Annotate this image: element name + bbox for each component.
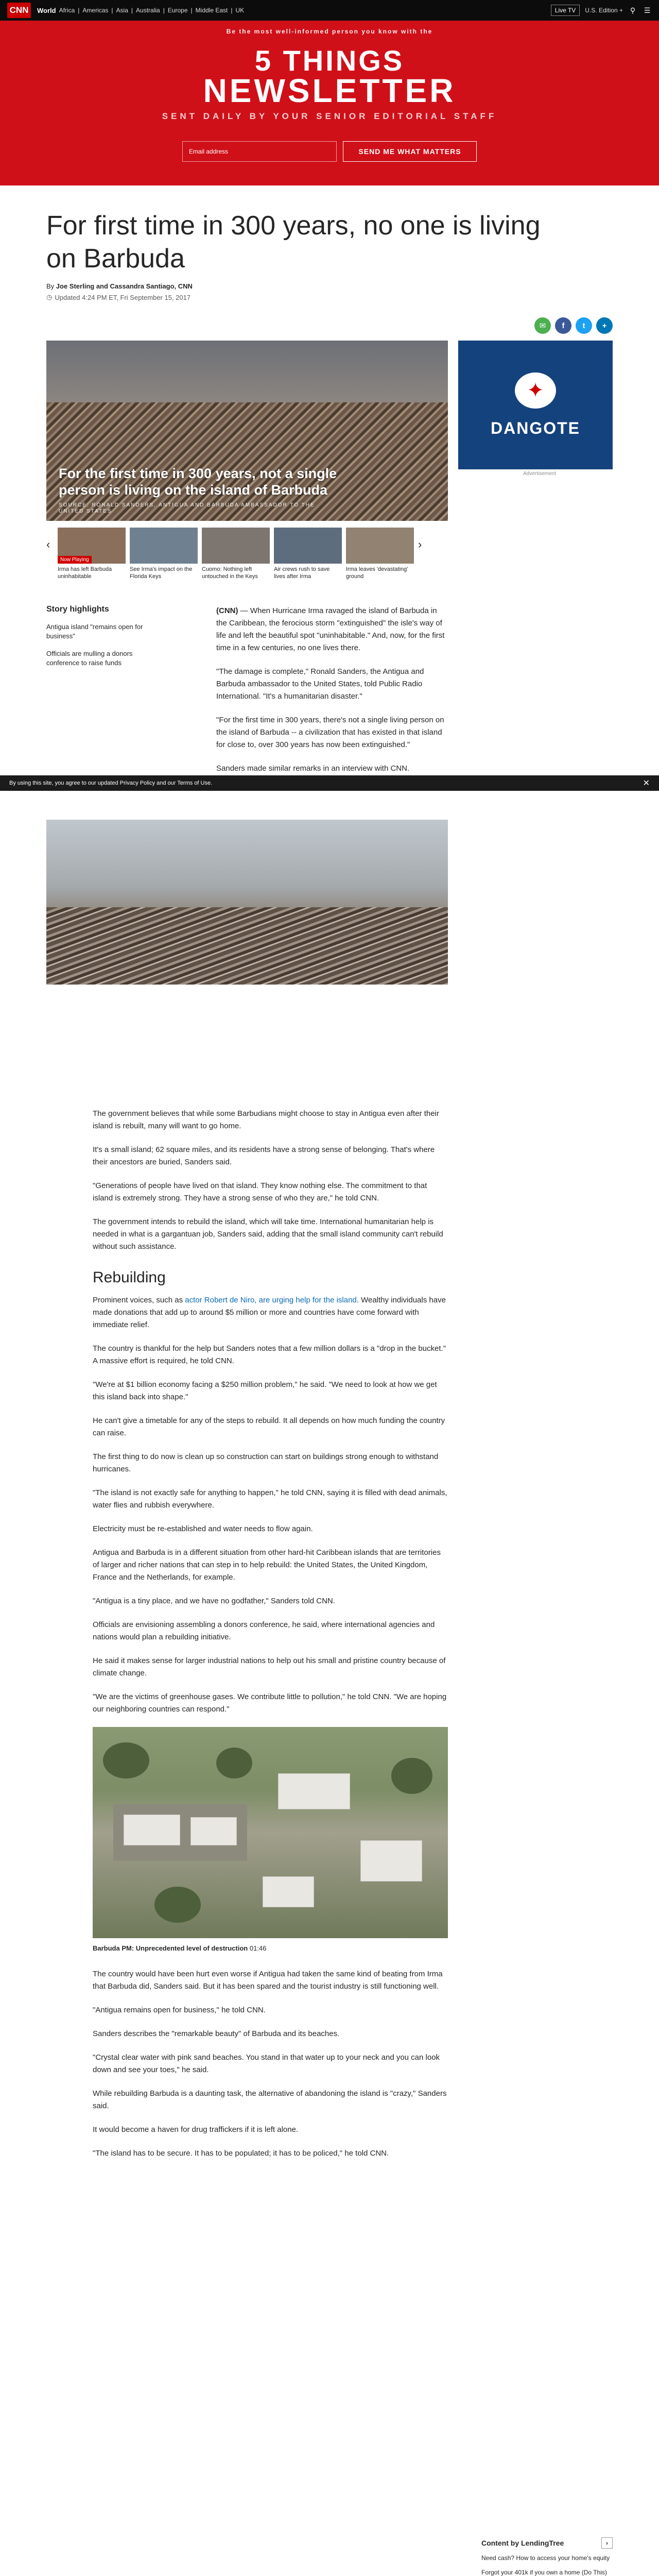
- paragraph: The government intends to rebuild the island, which will take time. International humanitarian help is needed in what is a gargantuan job, Sanders said, adding that the small island community can't rebuild without such assistance.: [93, 1217, 443, 1251]
- updated-text: Updated 4:24 PM ET, Fri September 15, 2017: [55, 293, 191, 301]
- paragraph: Antigua and Barbuda is in a different situation from other hard-hit Caribbean islands that are territories of larger and richer nations that can step in to help rebuild: the United States, the United Kingdom, France and the Netherlands, for example.: [93, 1548, 441, 1582]
- search-icon[interactable]: ⚲: [630, 6, 636, 14]
- nav-region[interactable]: UK: [235, 7, 245, 14]
- paragraph: Sanders describes the "remarkable beauty" of Barbuda and its beaches.: [93, 2029, 340, 2038]
- close-icon[interactable]: ✕: [643, 779, 650, 788]
- paragraph: Electricity must be re-established and water needs to flow again.: [93, 1524, 313, 1533]
- chevron-right-icon[interactable]: ›: [418, 538, 422, 551]
- video-overlay-title: For the first time in 300 years, not a single person is living on the island of Barbuda: [59, 466, 337, 498]
- paragraph: "Antigua is a tiny place, and we have no godfather," Sanders told CNN.: [93, 1597, 335, 1605]
- carousel-item[interactable]: [274, 528, 342, 580]
- more-share-icon[interactable]: +: [596, 317, 613, 334]
- de-niro-link[interactable]: actor Robert de Niro, are urging help for the island: [185, 1296, 357, 1304]
- send-me-what-matters-button[interactable]: SEND ME WHAT MATTERS: [343, 141, 477, 162]
- nav-region[interactable]: Europe: [167, 7, 188, 14]
- nav-region[interactable]: Americas: [82, 7, 109, 14]
- carousel-caption: Irma has left Barbuda uninhabitable: [58, 566, 112, 580]
- chevron-right-icon[interactable]: ›: [601, 2537, 613, 2549]
- video-player[interactable]: [46, 341, 448, 521]
- carousel-caption: See Irma's impact on the Florida Keys: [130, 566, 193, 580]
- aerial-video-player[interactable]: [93, 1727, 448, 1938]
- cookie-notice-text: By using this site, you agree to our updated Privacy Policy and our Terms of Use.: [9, 780, 213, 786]
- carousel-item[interactable]: [58, 528, 126, 580]
- clock-icon: ◷: [46, 293, 53, 301]
- article-headline: For first time in 300 years, no one is living on Barbuda: [46, 211, 541, 274]
- paragraph: The country is thankful for the help but Sanders notes that a few million dollars is a "drop in the bucket." A massive effort is required, he told CNN.: [93, 1344, 446, 1365]
- menu-icon[interactable]: ☰: [644, 6, 651, 14]
- paragraph: The first thing to do now is clean up so construction can start on buildings strong enough to withstand hurricanes.: [93, 1452, 439, 1473]
- cnn-logo[interactable]: CNN: [7, 3, 31, 18]
- paid-link[interactable]: Need cash? How to access your home's equity: [481, 2554, 610, 2562]
- carousel-thumb: [58, 528, 126, 564]
- advertisement-label: Advertisement: [523, 471, 556, 477]
- paragraph: It's a small island; 62 square miles, and its residents have a strong sense of belonging. That's where their ancestors are buried, Sanders said.: [93, 1145, 435, 1166]
- section-heading-rebuilding: Rebuilding: [93, 1269, 166, 1286]
- email-field[interactable]: Email address: [182, 141, 337, 162]
- nav-region[interactable]: Africa: [59, 7, 75, 14]
- paid-link[interactable]: Forgot your 401k if you own a home (Do This): [481, 2569, 607, 2576]
- article-body-intro: [216, 605, 448, 786]
- newsletter-title-line2: NEWSLETTER: [203, 72, 456, 109]
- dangote-ad[interactable]: [458, 341, 613, 469]
- email-share-icon[interactable]: ✉: [534, 317, 551, 334]
- highlight-item: Antigua island "remains open for business": [46, 623, 143, 640]
- nav-world[interactable]: World: [37, 6, 56, 14]
- ad-brand: DANGOTE: [491, 418, 580, 437]
- carousel-thumb: [130, 528, 198, 564]
- byline-authors[interactable]: Joe Sterling and Cassandra Santiago, CNN: [56, 282, 193, 290]
- live-tv-button[interactable]: Live TV: [551, 5, 580, 16]
- paragraph: Sanders made similar remarks in an interview with CNN.: [216, 764, 410, 773]
- byline: [46, 282, 613, 290]
- paragraph: "We are the victims of greenhouse gases. We contribute little to pollution," he told CNN. "We are hoping our neighboring countries can respond.": [93, 1692, 447, 1714]
- newsletter-tagline: Be the most well-informed person you know with the: [226, 28, 433, 35]
- paragraph: He said it makes sense for larger industrial nations to help out his small and pristine country because of climate change.: [93, 1656, 446, 1677]
- paragraph: He can't give a timetable for any of the steps to rebuild. It all depends on how much funding the country can raise.: [93, 1416, 445, 1437]
- lendingtree-header: Content by LendingTree ›: [481, 2537, 613, 2549]
- paragraph: "The island has to be secure. It has to be populated; it has to be policed," he told CNN.: [93, 2149, 389, 2158]
- paragraph: "The damage is complete," Ronald Sanders, the Antigua and Barbuda ambassador to the United States, told Public Radio International. "It's a humanitarian disaster.": [216, 667, 424, 701]
- paragraph: The government believes that while some Barbudians might choose to stay in Antigua even after their island is rebuilt, many will want to go home.: [93, 1109, 439, 1130]
- paragraph: "For the first time in 300 years, there's not a single living person on the island of Barbuda -- a civilization that has existed in that island for close to, over 300 years has now been extinguished.": [216, 716, 444, 749]
- byline-prefix: By: [46, 282, 55, 290]
- video-source: SOURCE: RONALD SANDERS, ANTIGUA AND BARBUDA AMBASSADOR TO THE UNITED STATES: [59, 502, 315, 514]
- nav-region[interactable]: Middle East: [195, 7, 228, 14]
- paragraph: "We're at $1 billion economy facing a $250 million problem," he said. "We need to look at how we get this island back into shape.": [93, 1380, 437, 1401]
- carousel-caption: Cuomo: Nothing left untouched in the Keys: [202, 566, 258, 580]
- share-bar: [534, 317, 613, 334]
- newsletter-form: [0, 141, 659, 162]
- edition-picker[interactable]: U.S. Edition +: [585, 7, 623, 14]
- nav-region[interactable]: Australia: [136, 7, 160, 14]
- paragraph: "Antigua remains open for business," he told CNN.: [93, 2006, 266, 2014]
- newsletter-subtitle: SENT DAILY BY YOUR SENIOR EDITORIAL STAFF: [162, 111, 497, 121]
- top-nav-bar: [0, 0, 659, 21]
- paragraph: While rebuilding Barbuda is a daunting task, the alternative of abandoning the island is "crazy," Sanders said.: [93, 2089, 447, 2110]
- facebook-icon[interactable]: f: [555, 317, 571, 334]
- highlight-item: Officials are mulling a donors conference to raise funds: [46, 650, 133, 667]
- carousel-caption: Irma leaves 'devastating' ground: [346, 566, 408, 580]
- now-playing-badge: Now Playing: [58, 556, 92, 564]
- newsletter-title-line1: 5 THINGS: [254, 44, 405, 77]
- region-nav: World Africa | Americas | Asia | Australia | Europe | Middle East | UK: [37, 6, 245, 14]
- carousel-item[interactable]: [202, 528, 270, 580]
- carousel-item[interactable]: [130, 528, 198, 580]
- nav-region[interactable]: Asia: [116, 7, 128, 14]
- newsletter-signup-banner: [0, 21, 659, 185]
- updated-timestamp: [46, 293, 613, 301]
- article-container: [46, 209, 613, 773]
- video-caption: Barbuda PM: Unprecedented level of destruction 01:46: [93, 1944, 267, 1952]
- paragraph: "The island is not exactly safe for anything to happen," he told CNN, saying it is filled with dead animals, water flies and rubbish everywhere.: [93, 1488, 447, 1510]
- topbar-right: [551, 5, 652, 16]
- destruction-photo: [46, 820, 448, 985]
- eagle-logo-icon: ✦: [515, 372, 556, 409]
- carousel-thumb: [202, 528, 270, 564]
- paragraph: Officials are envisioning assembling a donors conference, he said, where international agencies and nations would plan a rebuilding initiative.: [93, 1620, 435, 1641]
- carousel-caption: Air crews rush to save lives after Irma: [274, 566, 330, 580]
- paragraph: "Generations of people have lived on that island. They know nothing else. The commitment to that island is extremely strong. They have a strong sense of who they are," he told CNN.: [93, 1181, 427, 1202]
- chevron-left-icon[interactable]: ‹: [46, 538, 50, 551]
- paragraph: It would become a haven for drug traffickers if it is left alone.: [93, 2125, 299, 2134]
- article-body: [93, 1108, 448, 2171]
- paragraph: Prominent voices, such as actor Robert de Niro, are urging help for the island. Wealthy individuals have made donations that add up to around $5 million or more and countries have come forward with immediate relief.: [93, 1296, 446, 1329]
- cookie-notice: [0, 775, 659, 791]
- story-highlights: [46, 605, 154, 676]
- video-carousel: [46, 528, 448, 584]
- carousel-thumb: [346, 528, 414, 564]
- paragraph: The country would have been hurt even worse if Antigua had taken the same kind of beating from Irma that Barbuda did, Sanders said. But it has been spared and the tourist industry is still functioning well.: [93, 1970, 443, 1991]
- carousel-thumb: [274, 528, 342, 564]
- twitter-icon[interactable]: t: [576, 317, 592, 334]
- highlights-title: Story highlights: [46, 605, 109, 614]
- paragraph: (CNN) — When Hurricane Irma ravaged the island of Barbuda in the Caribbean, the ferocious storm "extinguished" the isle's way of life and left the beautiful spot "uninhabitable." And, now, for the first time in a few centuries, no one lives there.: [216, 606, 445, 652]
- carousel-item[interactable]: [346, 528, 414, 580]
- paragraph: "Crystal clear water with pink sand beaches. You stand in that water up to your neck and you can look down and see your toes," he said.: [93, 2053, 440, 2074]
- paid-content-sidebar: [481, 2537, 613, 2576]
